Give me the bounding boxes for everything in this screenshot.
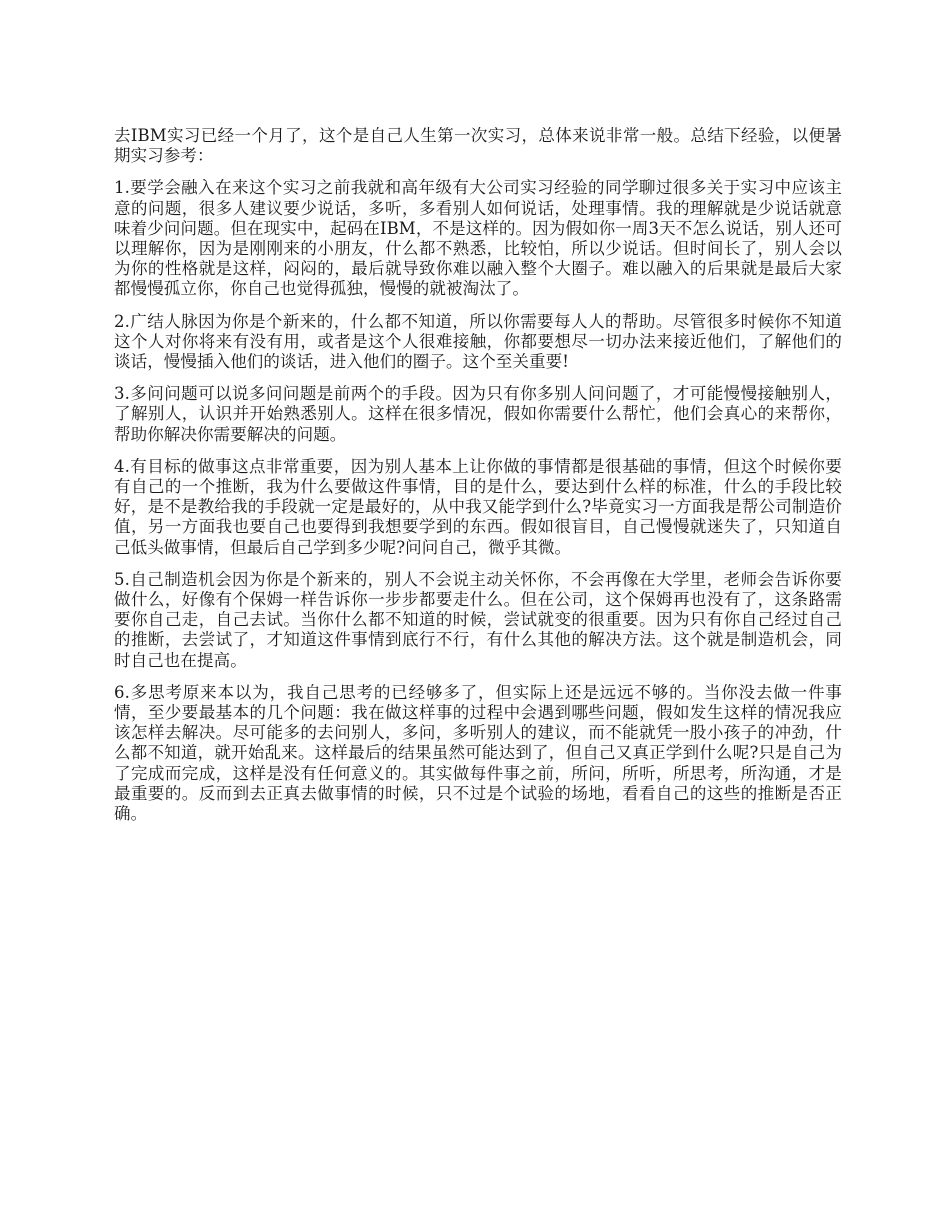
paragraph-6-think-more: 6.多思考原来本以为，我自己思考的已经够多了，但实际上还是远远不够的。当你没去做一件事情，至少要最基本的几个问题：我在做这样事的过程中会遇到哪些问题，假如发生这样的情况我应该怎样去解决。尽可能多的去问别人，多问，多听别人的建议，而不能就凭一股小孩子的冲劲，什么都不知道，就开始乱来。这样最后的结果虽然可能达到了，但自己又真正学到什么呢?只是自己为了完成而完成，这样是没有任何意义的。其实做每件事之前，所问，所听，所思考，所沟通，才是最重要的。反而到去正真去做事情的时候，只不过是个试验的场地，看看自己的这些的推断是否正确。 bbox=[114, 682, 842, 824]
intro-paragraph: 去IBM实习已经一个月了，这个是自己人生第一次实习，总体来说非常一般。总结下经验，以便暑期实习参考： bbox=[114, 126, 842, 166]
paragraph-5-opportunities: 5.自己制造机会因为你是个新来的，别人不会说主动关怀你，不会再像在大学里，老师会告诉你要做什么，好像有个保姆一样告诉你一步步都要走什么。但在公司，这个保姆再也没有了，这条路需要你自己走，自己去试。当你什么都不知道的时候，尝试就变的很重要。因为只有你自己经过自己的推断，去尝试了，才知道这件事情到底行不行，有什么其他的解决方法。这个就是制造机会，同时自己也在提高。 bbox=[114, 569, 842, 670]
paragraph-4-goals: 4.有目标的做事这点非常重要，因为别人基本上让你做的事情都是很基础的事情，但这个时候你要有自己的一个推断，我为什么要做这件事情，目的是什么，要达到什么样的标准，什么的手段比较好，是不是教给我的手段就一定是最好的，从中我又能学到什么?毕竟实习一方面我是帮公司制造价值，另一方面我也要自己也要得到我想要学到的东西。假如很盲目，自己慢慢就迷失了，只知道自己低头做事情，但最后自己学到多少呢?问问自己，微乎其微。 bbox=[114, 456, 842, 557]
document-body bbox=[114, 126, 842, 836]
paragraph-1-integrate: 1.要学会融入在来这个实习之前我就和高年级有大公司实习经验的同学聊过很多关于实习中应该主意的问题，很多人建议要少说话，多听，多看别人如何说话，处理事情。我的理解就是少说话就意味着少问问题。但在现实中，起码在IBM，不是这样的。因为假如你一周3天不怎么说话，别人还可以理解你，因为是刚刚来的小朋友，什么都不熟悉，比较怕，所以少说话。但时间长了，别人会以为你的性格就是这样，闷闷的，最后就导致你难以融入整个大圈子。难以融入的后果就是最后大家都慢慢孤立你，你自己也觉得孤独，慢慢的就被淘汰了。 bbox=[114, 178, 842, 299]
paragraph-2-network: 2.广结人脉因为你是个新来的，什么都不知道，所以你需要每人人的帮助。尽管很多时候你不知道这个人对你将来有没有用，或者是这个人很难接触，你都要想尽一切办法来接近他们，了解他们的谈话，慢慢插入他们的谈话，进入他们的圈子。这个至关重要! bbox=[114, 311, 842, 372]
paragraph-3-ask-questions: 3.多问问题可以说多问问题是前两个的手段。因为只有你多别人问问题了，才可能慢慢接触别人，了解别人，认识并开始熟悉别人。这样在很多情况，假如你需要什么帮忙，他们会真心的来帮你，帮助你解决你需要解决的问题。 bbox=[114, 384, 842, 444]
